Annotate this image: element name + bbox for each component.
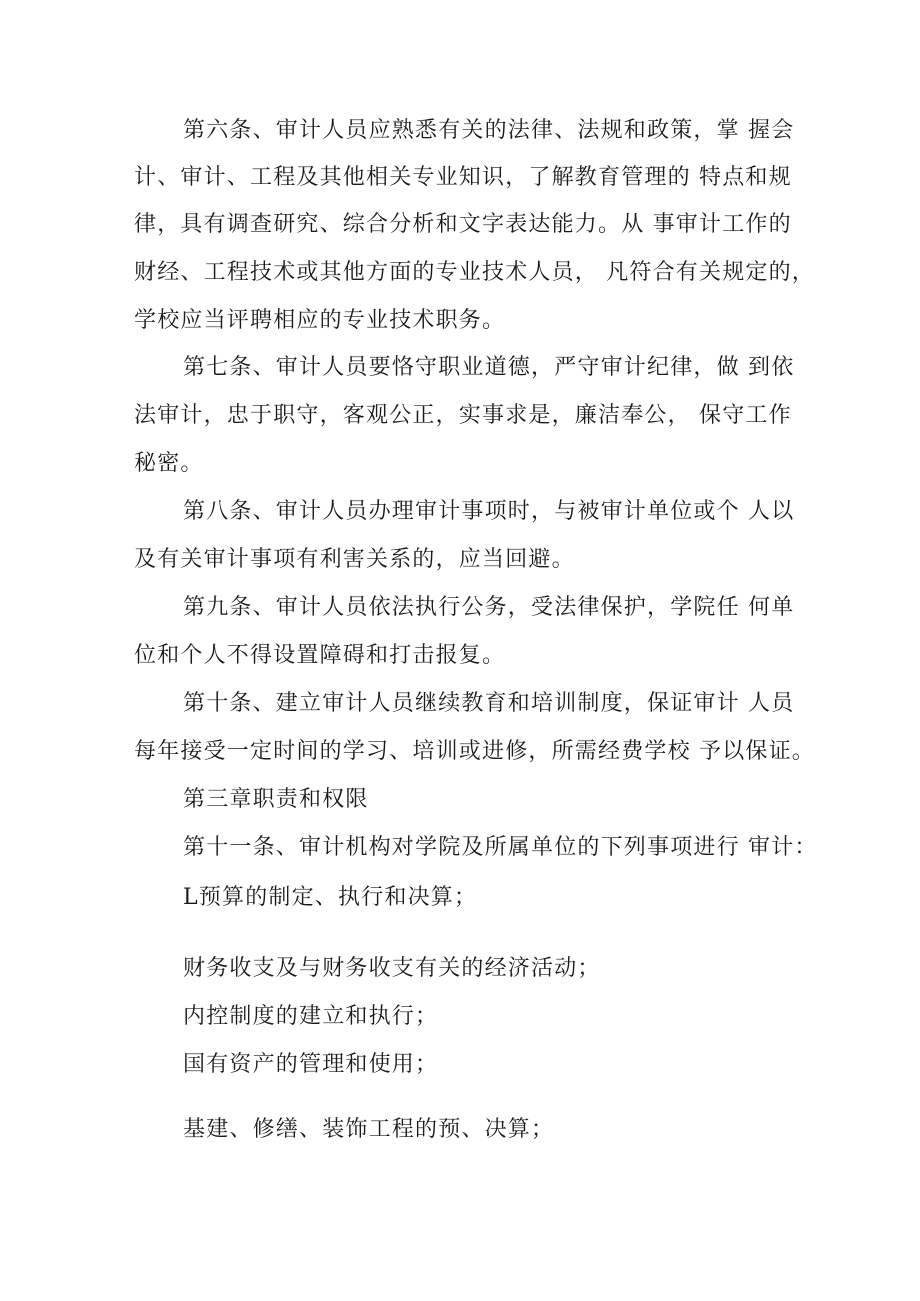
article-7-line-2: 法审计，忠于职守，客观公正，实事求是，廉洁奉公， 保守工作 — [134, 403, 792, 428]
article-7-line-1: 第七条、审计人员要恪守职业道德，严守审计纪律，做 到依 — [183, 355, 795, 380]
article-8-line-2: 及有关审计事项有利害关系的，应当回避。 — [134, 547, 575, 572]
article-6-line-2: 计、审计、工程及其他相关专业知识，了解教育管理的 特点和规 — [134, 165, 792, 190]
chapter-3-heading: 第三章职责和权限 — [183, 787, 369, 812]
article-6-line-5: 学校应当评聘相应的专业技术职务。 — [134, 308, 506, 333]
article-6-line-4: 财经、工程技术或其他方面的专业技术人员， 凡符合有关规定的， — [134, 260, 815, 285]
article-9-line-1: 第九条、审计人员依法执行公务，受法律保护，学院任 何单 — [183, 595, 795, 620]
list-item-4: 国有资产的管理和使用； — [183, 1052, 439, 1077]
list-item-5: 基建、修缮、装饰工程的预、决算； — [183, 1117, 555, 1142]
article-8-line-1: 第八条、审计人员办理审计事项时，与被审计单位或个 人以 — [183, 499, 795, 524]
list-item-1: L预算的制定、执行和决算； — [183, 885, 478, 910]
article-11-line-1: 第十一条、审计机构对学院及所属单位的下列事项进行 审计： — [183, 835, 818, 860]
article-9-line-2: 位和个人不得设置障碍和打击报复。 — [134, 643, 506, 668]
article-6-line-1: 第六条、审计人员应熟悉有关的法律、法规和政策，掌 握会 — [183, 118, 795, 143]
article-10-line-2: 每年接受一定时间的学习、培训或进修，所需经费学校 予以保证。 — [134, 739, 815, 764]
article-7-line-3: 秘密。 — [134, 451, 204, 476]
list-item-2: 财务收支及与财务收支有关的经济活动； — [183, 956, 601, 981]
article-6-line-3: 律，具有调查研究、综合分析和文字表达能力。从 事审计工作的 — [134, 212, 792, 237]
article-10-line-1: 第十条、建立审计人员继续教育和培训制度，保证审计 人员 — [183, 691, 795, 716]
list-item-3: 内控制度的建立和执行； — [183, 1004, 439, 1029]
